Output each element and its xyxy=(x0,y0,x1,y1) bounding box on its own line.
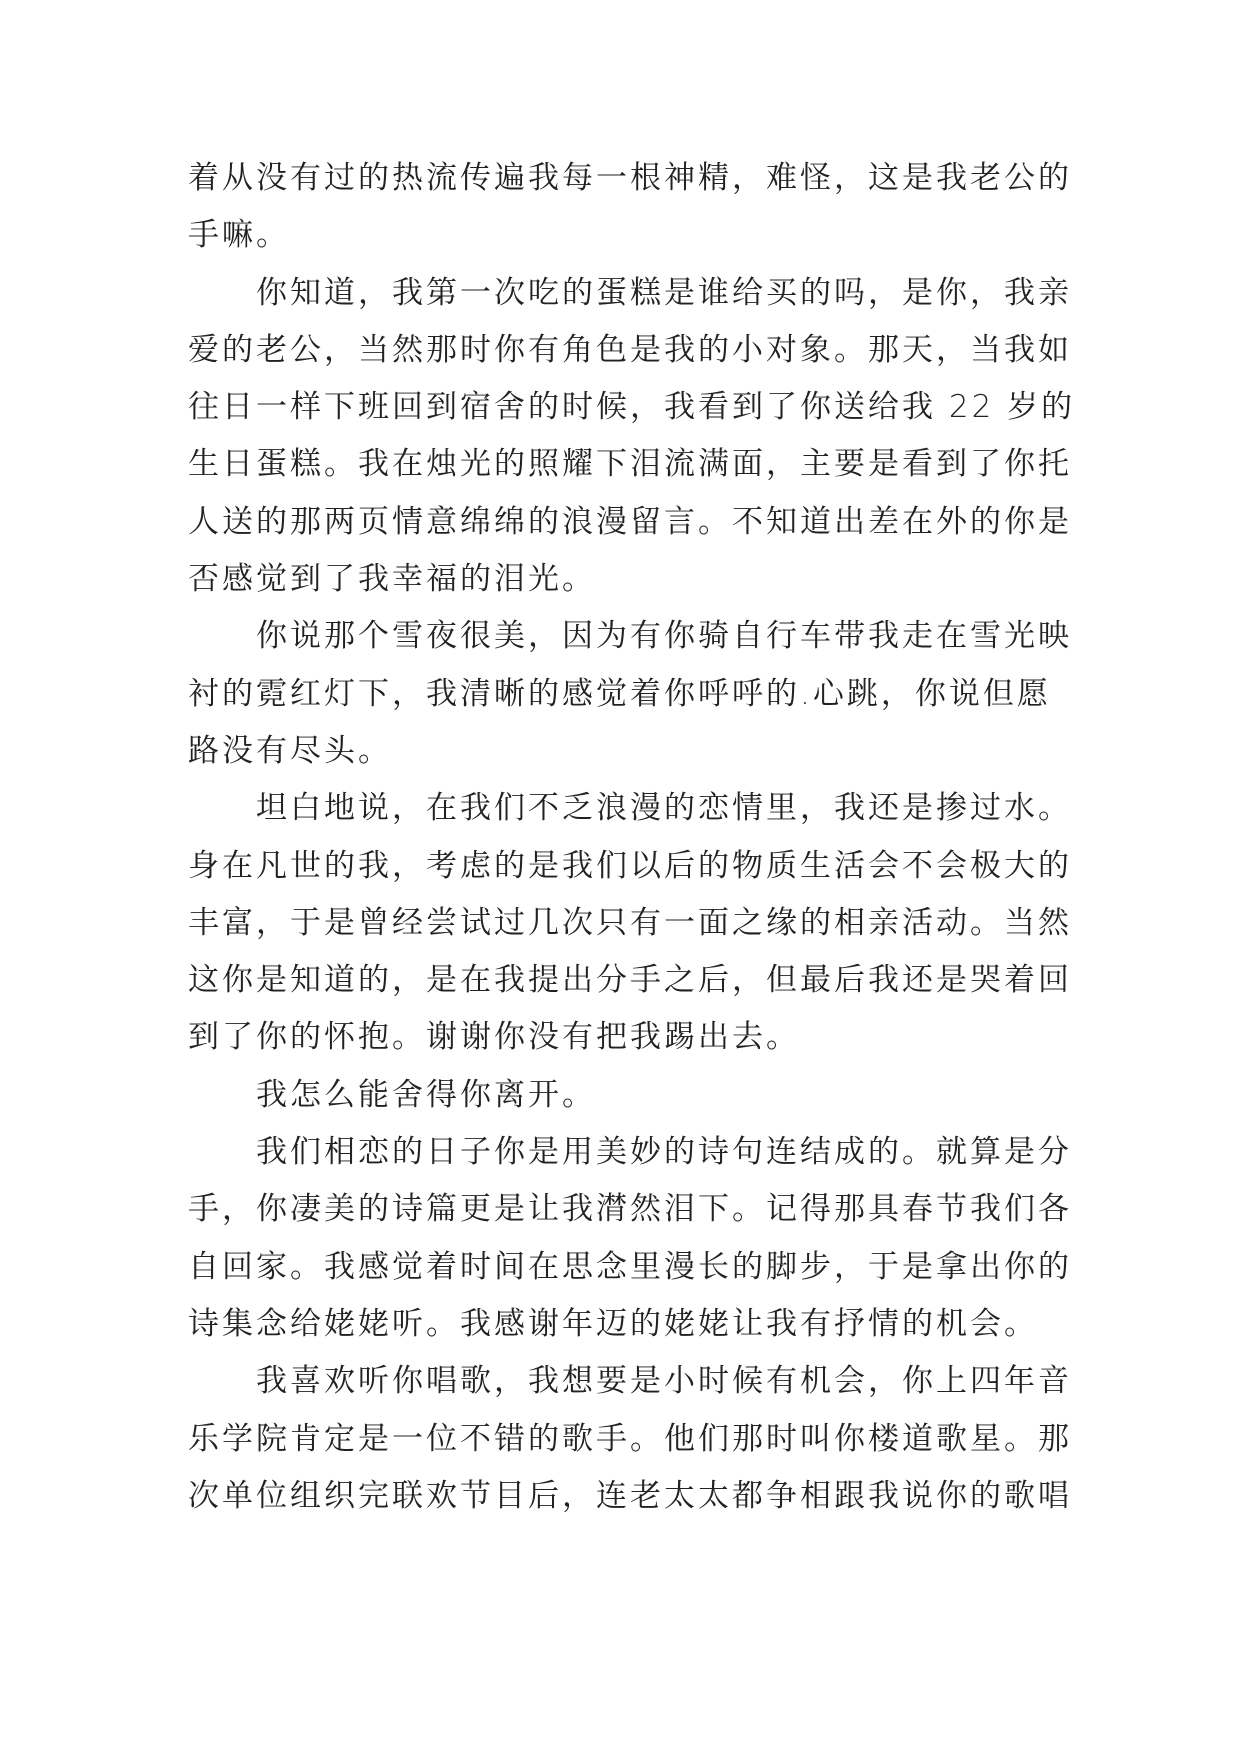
text-line: 我喜欢听你唱歌，我想要是小时候有机会，你上四年音 xyxy=(188,1363,1072,1400)
text-line: 我们相恋的日子你是用美妙的诗句连结成的。就算是分 xyxy=(188,1134,1072,1171)
text-line: 路没有尽头。 xyxy=(188,732,392,769)
text-line: 往日一样下班回到宿舍的时候，我看到了你送给我 22 岁的 xyxy=(188,389,1076,426)
paragraph xyxy=(188,1124,1072,1353)
text-line: 我怎么能舍得你离开。 xyxy=(188,1076,596,1113)
text-line: 到了你的怀抱。谢谢你没有把我踢出去。 xyxy=(188,1019,800,1056)
text-line: 身在凡世的我，考虑的是我们以后的物质生活会不会极大的 xyxy=(188,847,1072,884)
text-line: 手嘛。 xyxy=(188,217,290,254)
text-line: 着从没有过的热流传遍我每一根神精，难怪，这是我老公的 xyxy=(188,160,1072,196)
paragraph xyxy=(188,780,1072,1066)
text-line: 丰富，于是曾经尝试过几次只有一面之缘的相亲活动。当然 xyxy=(188,904,1072,941)
paragraph xyxy=(188,608,1072,780)
text-line: 衬的霓红灯下，我清晰的感觉着你呼呼的.心跳，你说但愿 xyxy=(188,675,1051,712)
text-line: 你说那个雪夜很美，因为有你骑自行车带我走在雪光映 xyxy=(188,618,1072,655)
text-line: 自回家。我感觉着时间在思念里漫长的脚步，于是拿出你的 xyxy=(188,1248,1072,1285)
text-line: 爱的老公，当然那时你有角色是我的小对象。那天，当我如 xyxy=(188,331,1072,368)
text-line: 诗集念给姥姥听。我感谢年迈的姥姥让我有抒情的机会。 xyxy=(188,1305,1038,1342)
text-line: 坦白地说，在我们不乏浪漫的恋情里，我还是掺过水。 xyxy=(188,790,1072,827)
body-text xyxy=(188,150,1076,1525)
paragraph xyxy=(188,150,1072,265)
text-line: 乐学院肯定是一位不错的歌手。他们那时叫你楼道歌星。那 xyxy=(188,1420,1072,1457)
paragraph xyxy=(188,1353,1072,1525)
text-line: 你知道，我第一次吃的蛋糕是谁给买的吗，是你，我亲 xyxy=(188,274,1072,311)
text-line: 手，你凄美的诗篇更是让我潸然泪下。记得那具春节我们各 xyxy=(188,1191,1072,1228)
text-line: 次单位组织完联欢节目后，连老太太都争相跟我说你的歌唱 xyxy=(188,1477,1072,1514)
text-line: 否感觉到了我幸福的泪光。 xyxy=(188,561,596,598)
paragraph xyxy=(188,1067,1068,1124)
text-line: 生日蛋糕。我在烛光的照耀下泪流满面，主要是看到了你托 xyxy=(188,446,1072,483)
text-line: 这你是知道的，是在我提出分手之后，但最后我还是哭着回 xyxy=(188,962,1072,999)
text-line: 人送的那两页情意绵绵的浪漫留言。不知道出差在外的你是 xyxy=(188,503,1072,540)
paragraph xyxy=(188,265,1076,609)
